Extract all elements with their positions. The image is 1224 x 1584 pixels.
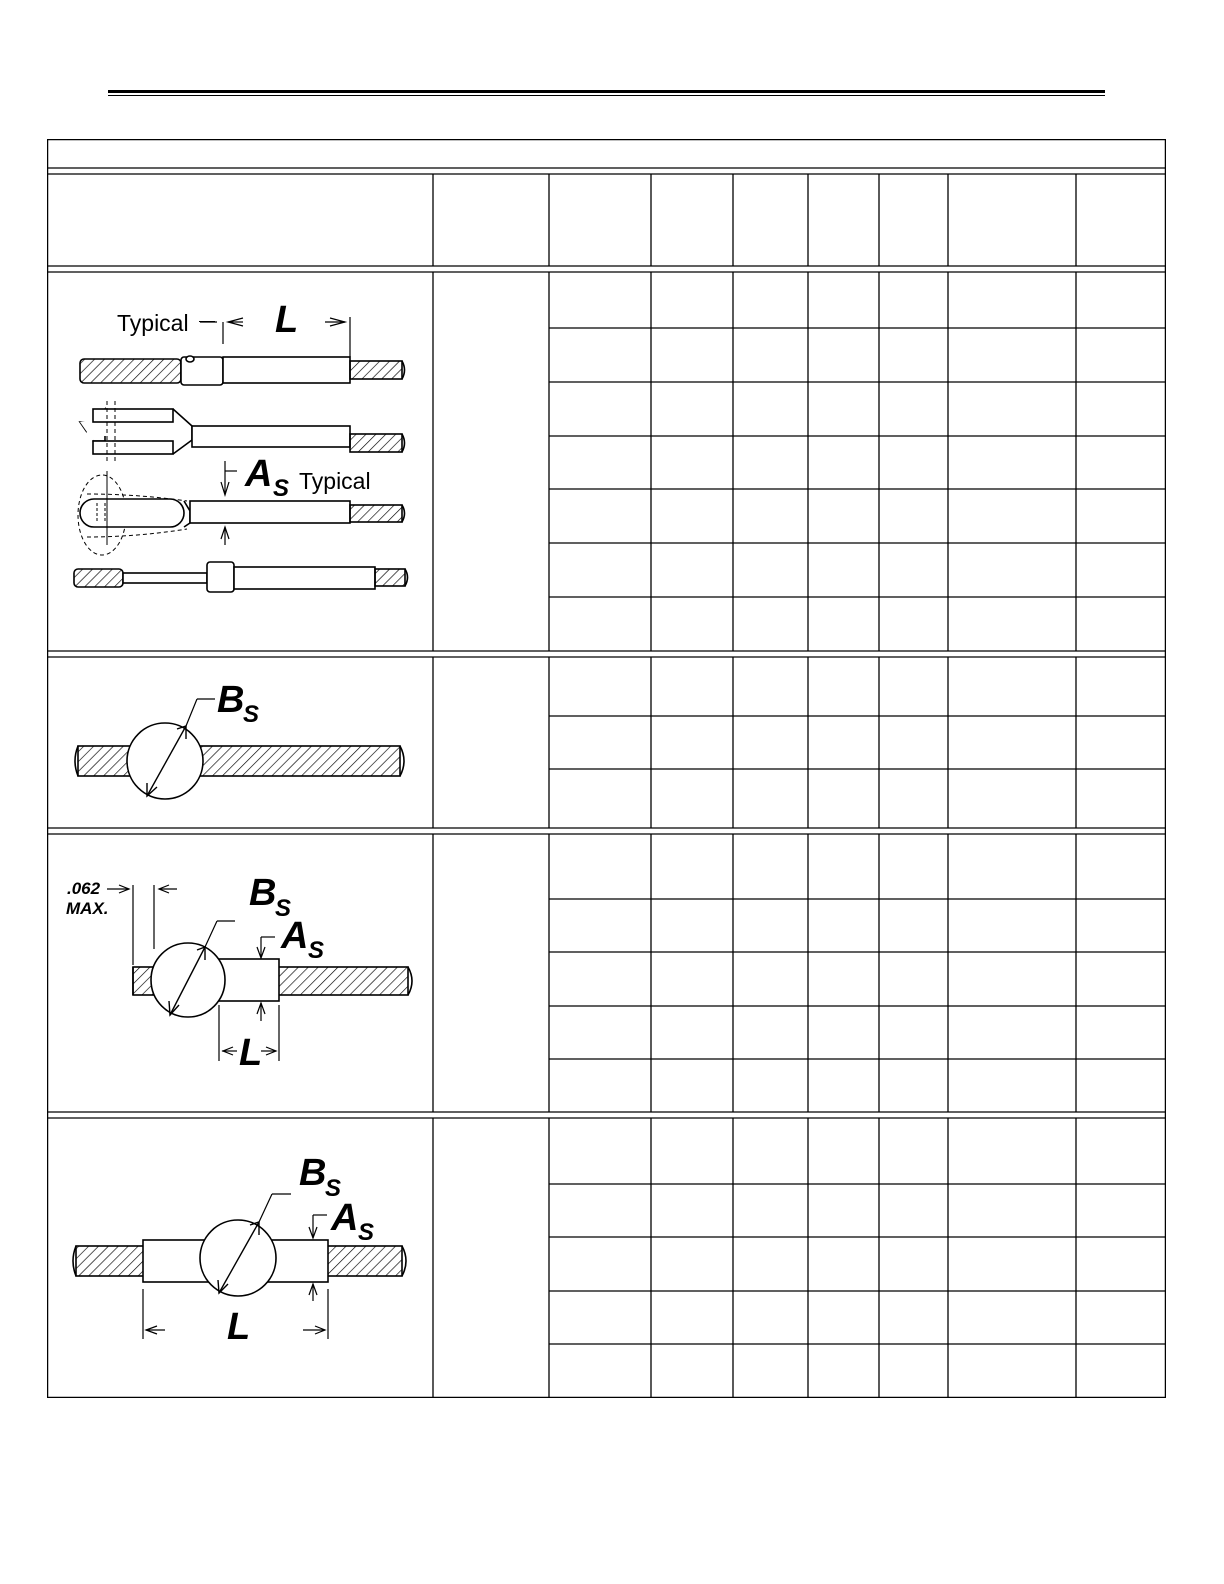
dimension-A-sub-1: S <box>273 475 290 502</box>
dimension-A-3: A <box>281 915 309 957</box>
dimension-A-sub-3: S <box>308 937 325 964</box>
dimension-B-4: B <box>299 1152 327 1194</box>
terminal-fittings-drawing <box>74 317 408 592</box>
top-rule-thin <box>108 95 1105 96</box>
note-max: MAX. <box>66 899 109 918</box>
note-062: .062 <box>67 879 101 898</box>
label-typical-length: Typical <box>117 310 189 336</box>
dash-typical <box>199 321 215 322</box>
dimension-A-sub-4: S <box>358 1219 375 1246</box>
dimension-L-4: L <box>227 1306 251 1348</box>
dimension-L-1: L <box>275 299 299 341</box>
dimension-B-sub-3: S <box>275 895 292 922</box>
top-rule-thick <box>108 90 1105 93</box>
dimension-A-1: A <box>245 453 273 495</box>
dimension-A-4: A <box>331 1197 359 1239</box>
dimension-B-2: B <box>217 679 245 721</box>
label-typical-area: Typical <box>299 468 371 494</box>
column-lines <box>433 174 1076 1398</box>
dimension-B-sub-4: S <box>325 1175 342 1202</box>
dimension-B-3: B <box>249 872 277 914</box>
dimension-B-sub-2: S <box>243 701 260 728</box>
table-drawing <box>47 139 1166 1398</box>
row-lines <box>549 328 1166 1344</box>
fitting-table <box>47 139 1166 1398</box>
dimension-L-3: L <box>239 1032 263 1074</box>
